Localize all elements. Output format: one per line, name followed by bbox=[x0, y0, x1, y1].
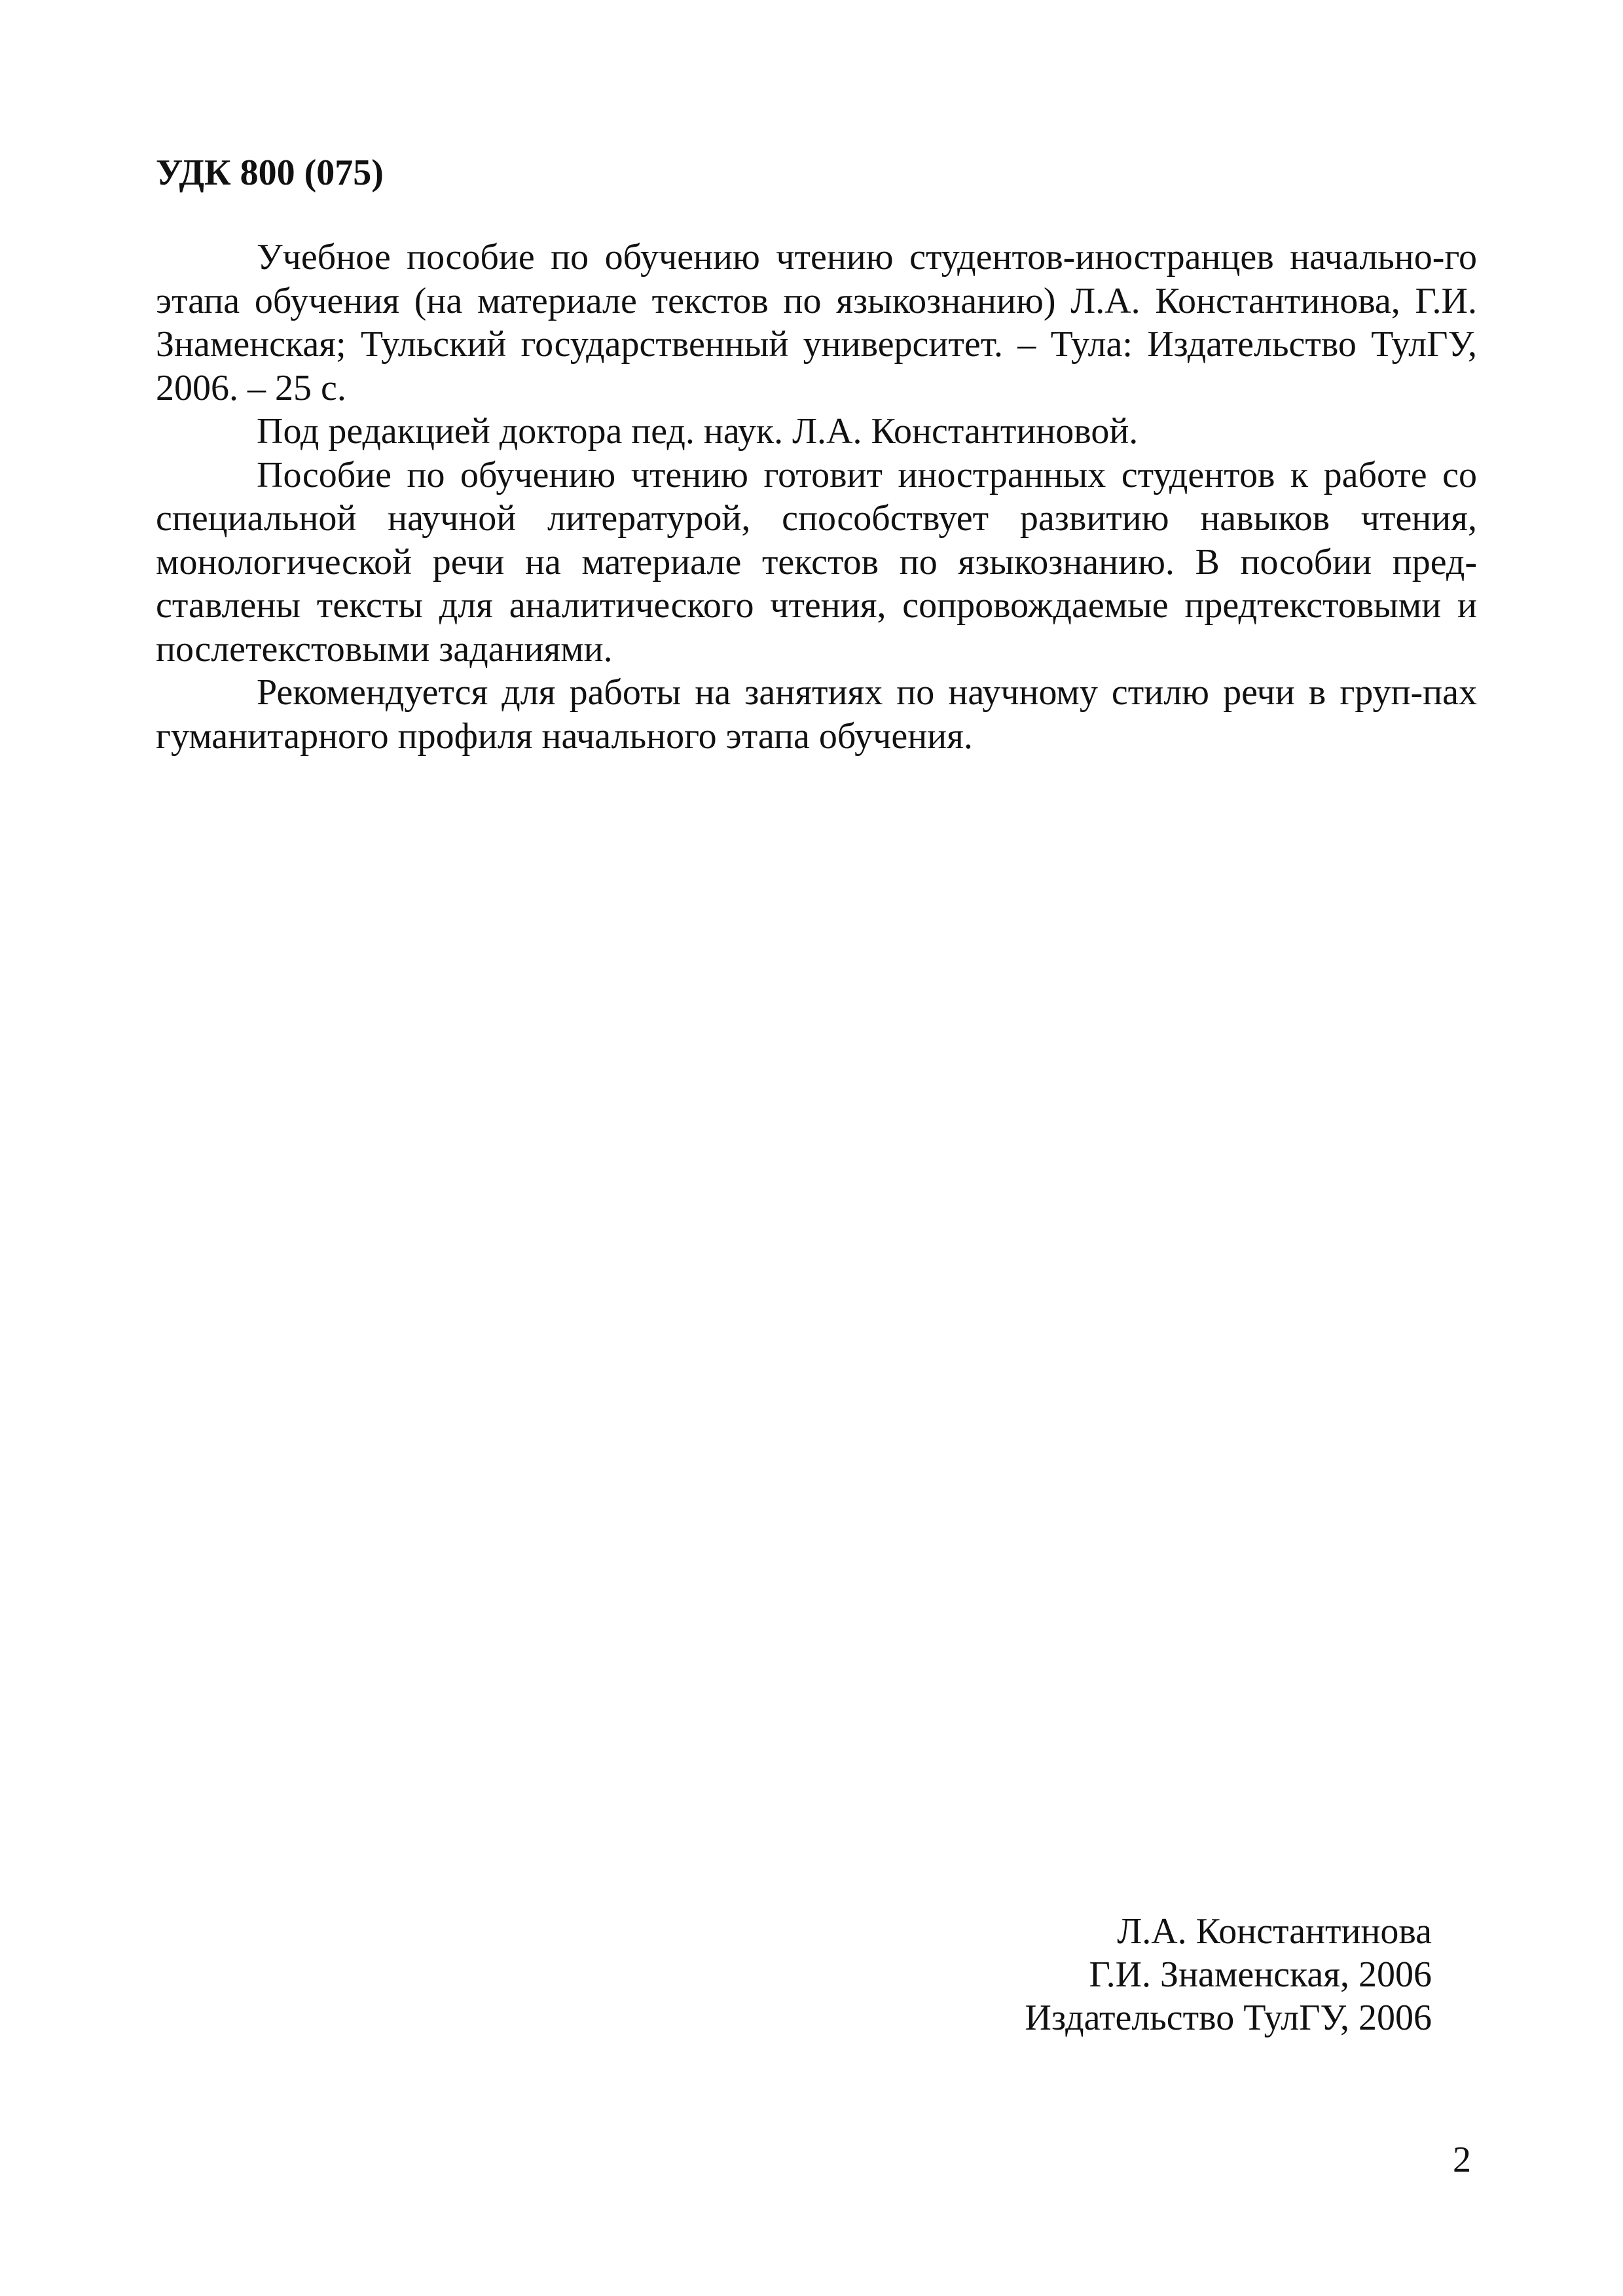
copyright-publisher: Издательство ТулГУ, 2006 bbox=[1025, 1998, 1432, 2038]
editor-paragraph: Под редакцией доктора пед. наук. Л.А. Константиновой. bbox=[257, 411, 1139, 452]
page-number: 2 bbox=[1453, 2140, 1471, 2180]
copyright-author-2: Г.И. Знаменская, 2006 bbox=[1089, 1954, 1432, 1995]
description-paragraph: Пособие по обучению чтению готовит иностранных студентов к работе со специальной научной литературой, способствует развитию навыков чтения, монологической речи на материале текстов по языкознанию. В пособии пред-ставлены тексты для аналитического чтения, сопровождаемые предтекстовыми и послетекстовыми заданиями. bbox=[156, 454, 1477, 670]
recommendation-paragraph: Рекомендуется для работы на занятиях по научному стилю речи в груп-пах гуманитарного профиля начального этапа обучения. bbox=[156, 672, 1477, 757]
bibliographic-paragraph: Учебное пособие по обучению чтению студентов-иностранцев начально-го этапа обучения (на материале текстов по языкознанию) Л.А. Константинова, Г.И. Знаменская; Тульский государственный университет. – Тула: Издательство ТулГУ, 2006. – 25 с. bbox=[156, 237, 1477, 408]
annotation-text bbox=[156, 236, 1477, 758]
copyright-block bbox=[1025, 1910, 1432, 2039]
udk-code: УДК 800 (075) bbox=[156, 152, 384, 193]
copyright-author-1: Л.А. Константинова bbox=[1117, 1911, 1432, 1952]
